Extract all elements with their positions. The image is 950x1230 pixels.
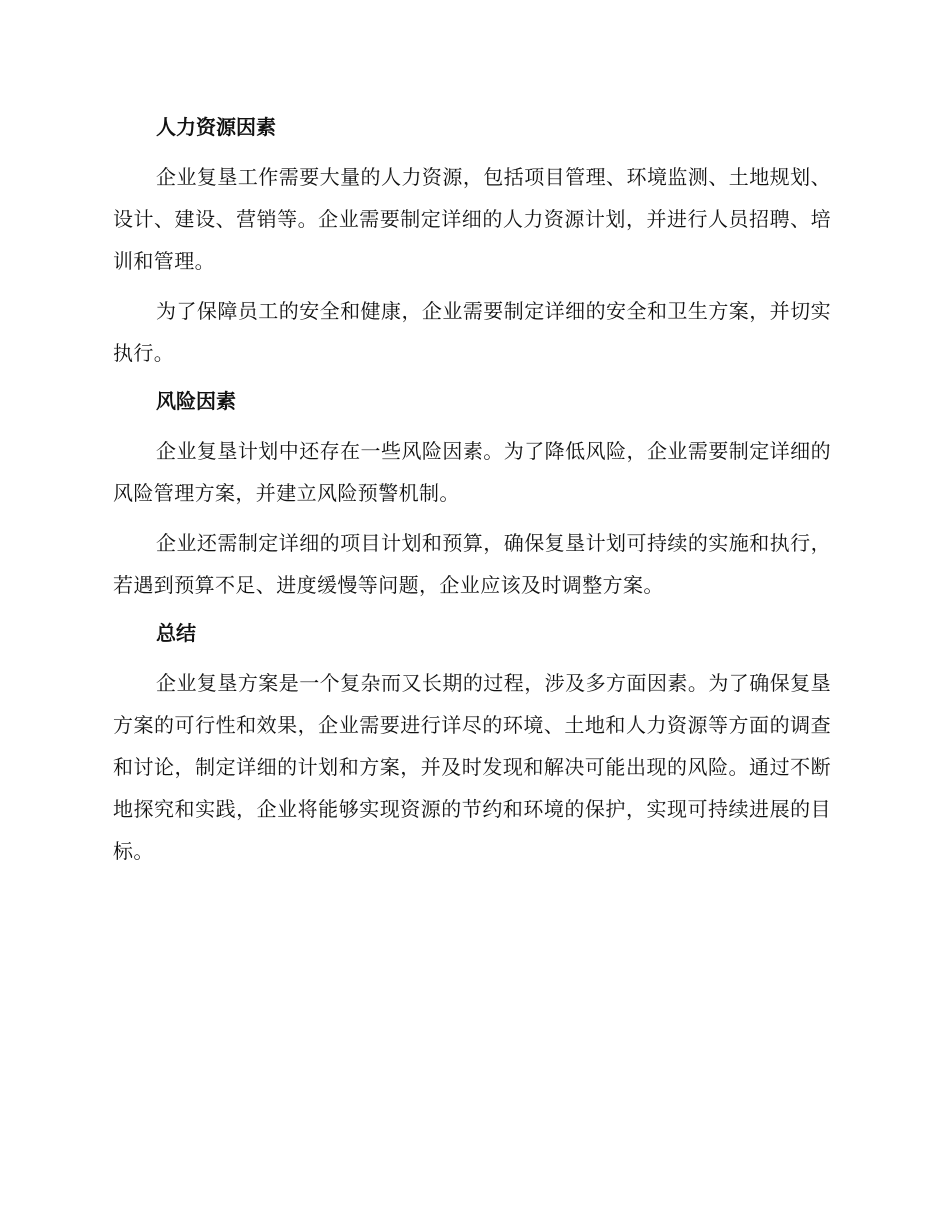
paragraph: 企业复垦工作需要大量的人力资源，包括项目管理、环境监测、土地规划、设计、建设、营销等。企业需要制定详细的人力资源计划，并进行人员招聘、培训和管理。 bbox=[113, 165, 831, 273]
paragraph: 企业还需制定详细的项目计划和预算，确保复垦计划可持续的实施和执行，若遇到预算不足、进度缓慢等问题，企业应该及时调整方案。 bbox=[113, 531, 831, 597]
paragraph: 企业复垦计划中还存在一些风险因素。为了降低风险，企业需要制定详细的风险管理方案，并建立风险预警机制。 bbox=[113, 439, 831, 505]
section-heading-risk: 风险因素 bbox=[156, 389, 236, 413]
section-heading-human-resources: 人力资源因素 bbox=[156, 115, 276, 139]
paragraph: 企业复垦方案是一个复杂而又长期的过程，涉及多方面因素。为了确保复垦方案的可行性和效果，企业需要进行详尽的环境、土地和人力资源等方面的调查和讨论，制定详细的计划和方案，并及时发现和解决可能出现的风险。通过不断地探究和实践，企业将能够实现资源的节约和环境的保护，实现可持续进展的目标。 bbox=[113, 671, 831, 863]
paragraph: 为了保障员工的安全和健康，企业需要制定详细的安全和卫生方案，并切实执行。 bbox=[113, 299, 831, 365]
document-body bbox=[113, 108, 831, 880]
section-heading-summary: 总结 bbox=[156, 621, 196, 645]
